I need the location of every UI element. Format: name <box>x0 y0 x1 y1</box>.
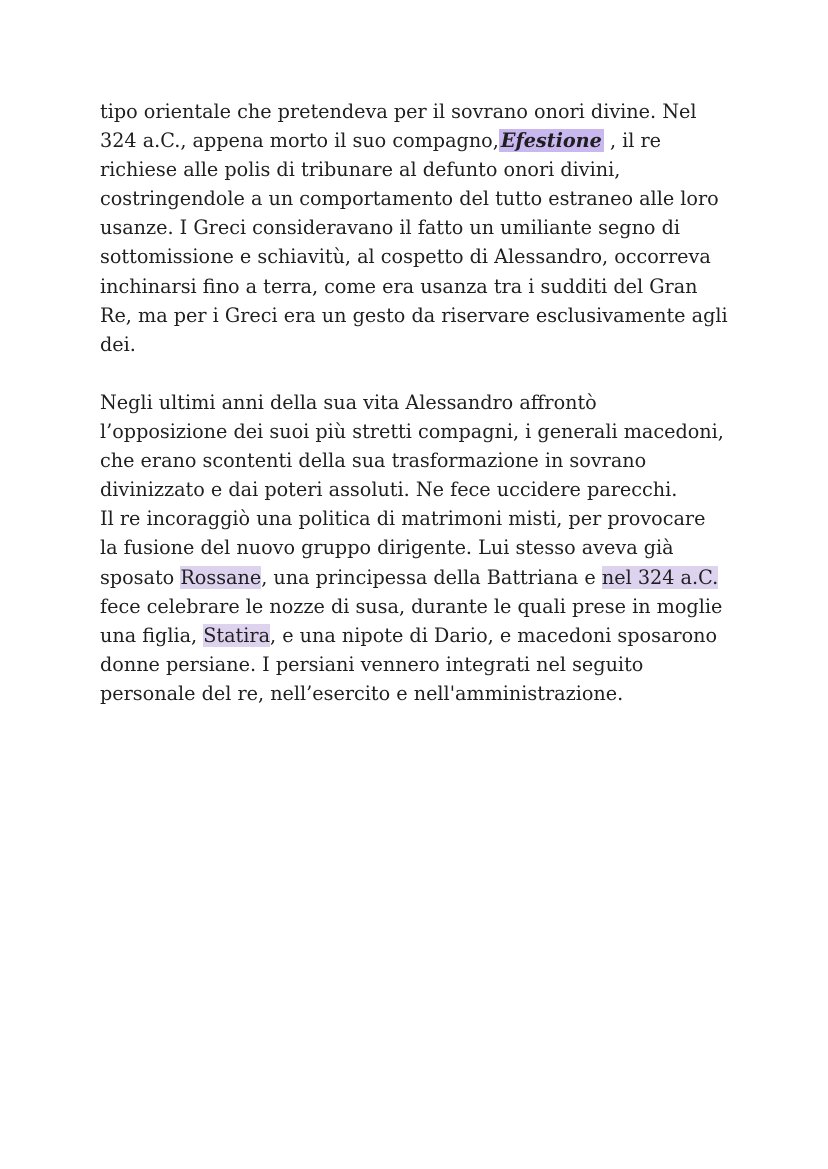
text-line: richiese alle polis di tribunare al defunto onori divini, <box>100 158 621 182</box>
text-line: donne persiane. I persiani vennero integrati nel seguito <box>100 652 644 676</box>
text-line: l’opposizione dei suoi più stretti compagni, i generali macedoni, <box>100 420 724 444</box>
paragraph-spacer <box>100 359 740 388</box>
highlight-statira: Statira <box>203 623 271 647</box>
text-line: dei. <box>100 332 136 356</box>
text-line <box>100 126 740 155</box>
text-segment: 324 a.C., appena morto il suo compagno, <box>100 129 499 153</box>
text-line: sottomissione e schiavitù, al cospetto di Alessandro, occorreva <box>100 245 711 269</box>
text-line: tipo orientale che pretendeva per il sovrano onori divine. Nel <box>100 100 697 123</box>
text-line: Re, ma per i Greci era un gesto da riservare esclusivamente agli <box>100 303 728 327</box>
highlighted-term: Efestione <box>500 129 602 153</box>
highlight-rossane: Rossane <box>180 565 262 589</box>
text-line: Negli ultimi anni della sua vita Alessandro affrontò <box>100 390 597 414</box>
text-segment: , il re <box>609 129 662 153</box>
text-line: usanze. I Greci consideravano il fatto un umiliante segno di <box>100 216 680 240</box>
text-segment: sposato <box>100 565 181 589</box>
paragraph-1 <box>100 97 740 359</box>
text-line: costringendole a un comportamento del tutto estraneo alle loro <box>100 187 719 211</box>
text-line: fece celebrare le nozze di susa, durante le quali prese in moglie <box>100 594 723 618</box>
text-line: Il re incoraggiò una politica di matrimoni misti, per provocare <box>100 507 706 531</box>
text-line: che erano scontenti della sua trasformazione in sovrano <box>100 449 647 473</box>
text-segment: , una principessa della Battriana e <box>261 565 602 589</box>
text-line: la fusione del nuovo gruppo dirigente. Lui stesso aveva già <box>100 536 674 560</box>
text-line <box>100 621 740 650</box>
highlight-date: nel 324 a.C. <box>601 565 719 589</box>
text-line: inchinarsi fino a terra, come era usanza tra i sudditi del Gran <box>100 274 698 298</box>
highlight-efestione <box>499 129 604 152</box>
text-line: divinizzato e dai poteri assoluti. Ne fece uccidere parecchi. <box>100 478 678 502</box>
paragraph-2 <box>100 388 740 708</box>
text-line <box>100 563 740 592</box>
document-page <box>100 97 740 708</box>
text-segment: , e una nipote di Dario, e macedoni sposarono <box>270 623 718 647</box>
text-segment: una figlia, <box>100 623 204 647</box>
text-line: personale del re, nell’esercito e nell'amministrazione. <box>100 681 624 705</box>
